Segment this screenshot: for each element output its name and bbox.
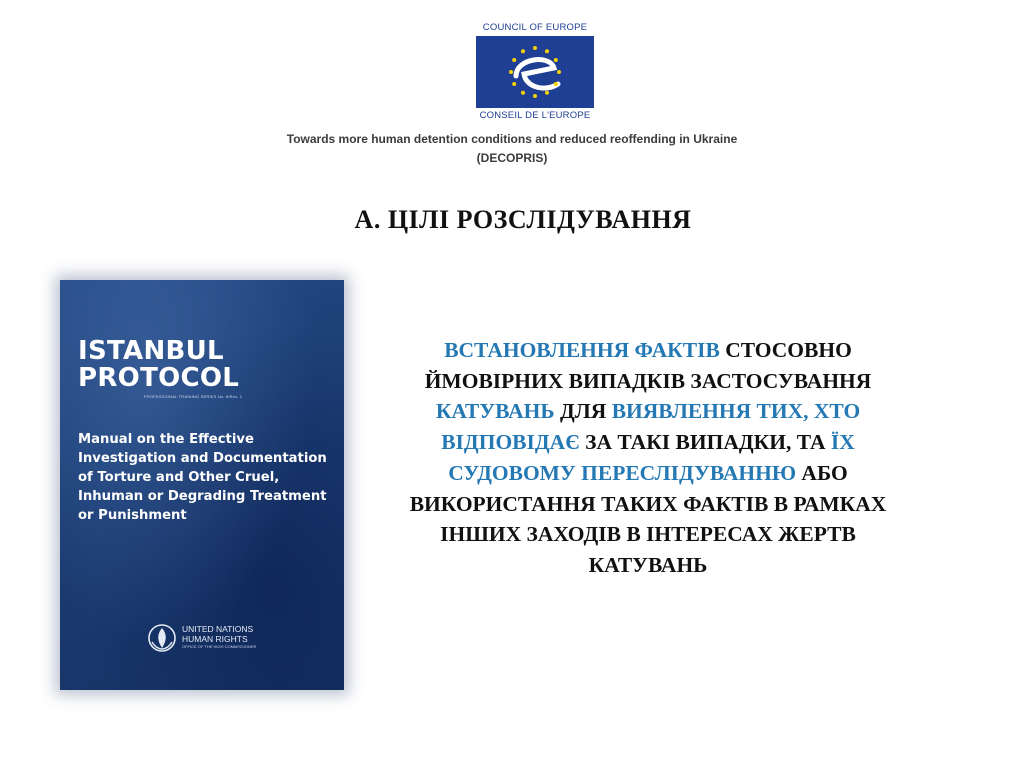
logo-bottom-text: CONSEIL DE L'EUROPE	[479, 110, 591, 121]
star-icon	[533, 94, 537, 98]
highlight-prosecution: ЇХ СУДОВОМУ ПЕРЕСЛІДУВАННЮ	[448, 430, 855, 485]
project-acronym: (DECOPRIS)	[476, 151, 548, 165]
statement-text-1: СТОСОВНО ЙМОВІРНИХ ВИПАДКІВ ЗАСТОСУВАННЯ	[424, 338, 872, 393]
un-publisher-text	[182, 624, 256, 650]
un-human-rights-emblem-icon	[146, 622, 178, 654]
star-icon	[554, 58, 558, 62]
publisher-line-3: OFFICE OF THE HIGH COMMISSIONER	[182, 644, 257, 649]
star-icon	[533, 46, 537, 50]
star-icon	[554, 82, 558, 86]
un-human-rights-logo	[146, 620, 336, 660]
star-icon	[512, 82, 516, 86]
publisher-line-1: UNITED NATIONS	[182, 624, 254, 634]
book-title-line-1: ISTANBUL	[78, 336, 224, 366]
slide-title: А. ЦІЛІ РОЗСЛІДУВАННЯ	[354, 205, 692, 234]
star-icon	[512, 58, 516, 62]
book-subtitle: Manual on the Effective Investigation and Documentation of Torture and Other Cruel, Inhuman or Degrading Treatment or Punishment	[78, 432, 327, 523]
book-title	[78, 338, 239, 392]
statement-text-2: ДЛЯ	[554, 399, 612, 424]
star-icon	[521, 91, 525, 95]
star-icon	[545, 91, 549, 95]
istanbul-protocol-book-cover	[60, 280, 344, 690]
star-icon	[557, 70, 561, 74]
highlight-torture: КАТУВАНЬ	[435, 399, 555, 424]
statement-text-4: АБО ВИКОРИСТАННЯ ТАКИХ ФАКТІВ В РАМКАХ ІНШИХ ЗАХОДІВ В ІНТЕРЕСАХ ЖЕРТВ КАТУВАНЬ	[409, 460, 887, 577]
star-icon	[509, 70, 513, 74]
council-of-europe-logo	[476, 22, 594, 121]
publisher-line-2: HUMAN RIGHTS	[182, 634, 248, 644]
logo-top-text: COUNCIL OF EUROPE	[482, 22, 588, 33]
book-title-line-2: PROTOCOL	[78, 363, 240, 393]
star-icon	[521, 49, 525, 53]
star-icon	[545, 49, 549, 53]
highlight-establishing-facts: ВСТАНОВЛЕННЯ ФАКТІВ	[444, 338, 720, 362]
book-series: PROFESSIONAL TRAINING SERIES No. 8/Rev. 1	[144, 394, 243, 399]
council-of-europe-emblem-icon	[476, 36, 594, 108]
project-title: Towards more human detention conditions and reduced reoffending in Ukraine	[286, 132, 738, 146]
goal-statement	[392, 335, 904, 581]
statement-text-3: ЗА ТАКІ ВИПАДКИ, ТА	[579, 430, 831, 455]
highlight-identify-responsible: ВИЯВЛЕННЯ ТИХ, ХТО ВІДПОВІДАЄ	[441, 399, 861, 455]
